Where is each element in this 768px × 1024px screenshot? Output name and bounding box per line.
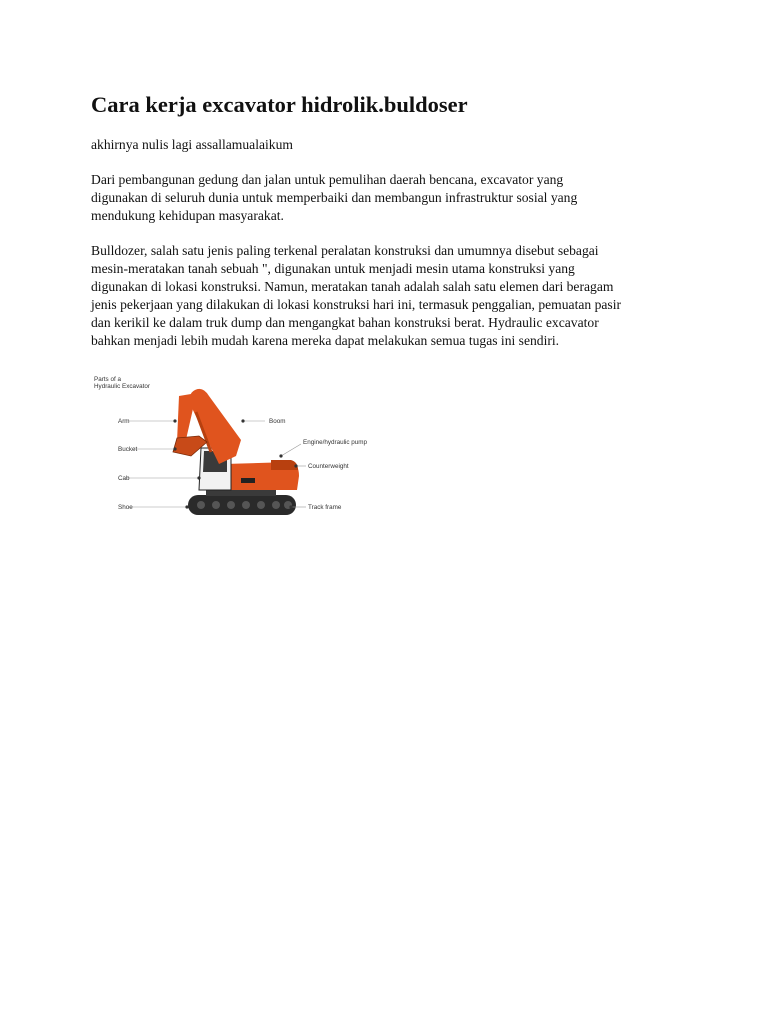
label-shoe: Shoe xyxy=(118,504,133,511)
page-title: Cara kerja excavator hidrolik.buldoser xyxy=(91,92,468,117)
diagram-heading-line2: Hydraulic Excavator xyxy=(94,383,150,390)
excavator-diagram xyxy=(91,372,391,522)
counterweight-shape xyxy=(271,460,298,470)
paragraph-2-line: mesin-meratakan tanah sebuah ", digunakan untuk menjadi mesin utama konstruksi yang xyxy=(91,261,575,276)
label-arm: Arm xyxy=(118,418,130,425)
label-boom: Boom xyxy=(269,418,286,425)
brand-badge xyxy=(241,478,255,483)
paragraph-2-line: dan kerikil ke dalam truk dump dan mengangkat bahan konstruksi berat. Hydraulic excavator xyxy=(91,315,599,330)
label-counterweight: Counterweight xyxy=(308,463,349,470)
paragraph-2-line: jenis pekerjaan yang dilakukan di lokasi konstruksi hari ini, termasuk penggalian, pemuatan pasir xyxy=(91,297,622,312)
paragraph-2-line: bahkan menjadi lebih mudah karena mereka dapat melakukan semua tugas ini sendiri. xyxy=(91,333,560,348)
label-bucket: Bucket xyxy=(118,446,138,453)
paragraph-2-line: digunakan di lokasi konstruksi. Namun, meratakan tanah adalah salah satu elemen dari beragam xyxy=(91,279,614,294)
excavator-diagram-svg xyxy=(91,372,391,522)
paragraph-1 xyxy=(91,171,691,225)
diagram-heading-line1: Parts of a xyxy=(94,376,121,383)
paragraph-1-line: Dari pembangunan gedung dan jalan untuk pemulihan daerah bencana, excavator yang xyxy=(91,172,564,187)
paragraph-1-line: digunakan di seluruh dunia untuk memperbaiki dan membangun infrastruktur sosial yang xyxy=(91,190,578,205)
paragraph-2-line: Bulldozer, salah satu jenis paling terkenal peralatan konstruksi dan umumnya disebut sebagai xyxy=(91,243,599,258)
greeting-text: akhirnya nulis lagi assallamualaikum xyxy=(91,137,293,152)
label-track-frame: Track frame xyxy=(308,504,342,511)
excavator-illustration xyxy=(173,389,299,515)
boom-shape xyxy=(190,389,241,464)
document-body xyxy=(91,90,691,350)
label-engine: Engine/hydraulic pump xyxy=(303,439,368,446)
paragraph-2 xyxy=(91,242,691,350)
paragraph-1-line: mendukung kehidupan masyarakat. xyxy=(91,208,284,223)
label-cab: Cab xyxy=(118,475,130,482)
